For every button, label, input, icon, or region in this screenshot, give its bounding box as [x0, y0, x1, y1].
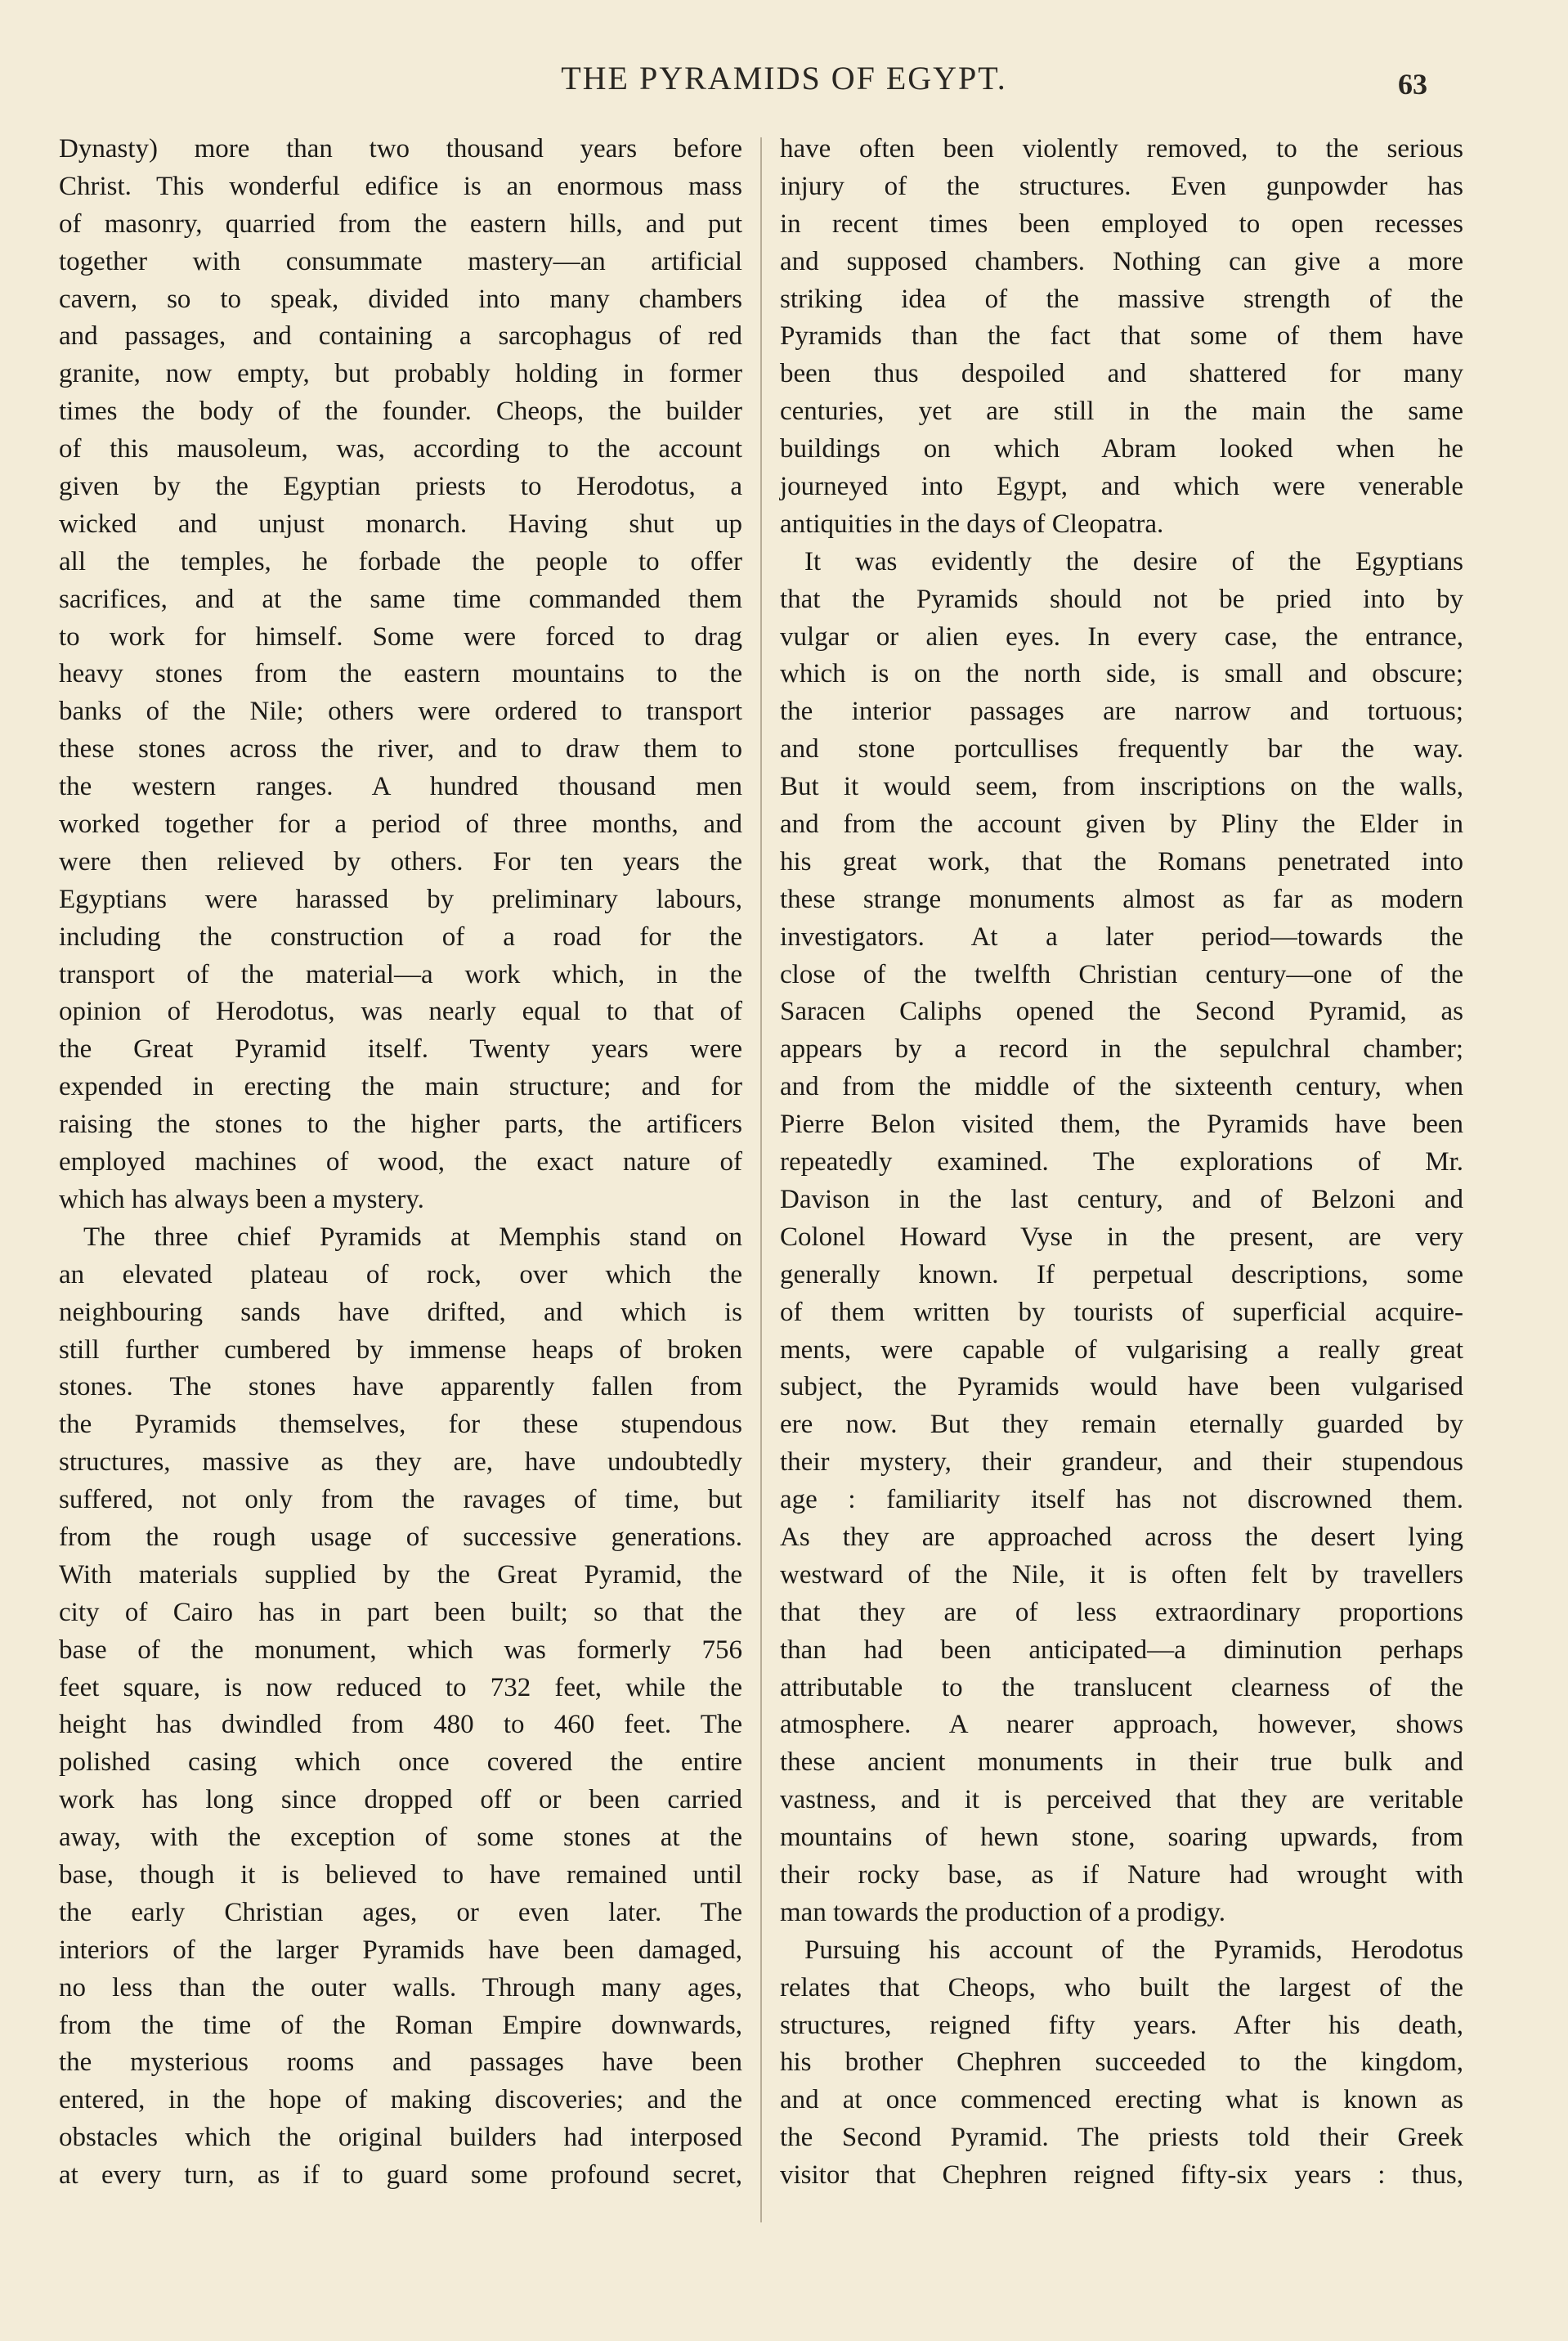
text-line: suffered, not only from the ravages of time, but — [59, 1485, 742, 1515]
text-line: his brother Chephren succeeded to the kingdom, — [780, 2047, 1463, 2078]
text-line: and from the account given by Pliny the Elder in — [780, 809, 1463, 840]
text-line: the Pyramids themselves, for these stupendous — [59, 1410, 742, 1440]
text-line: westward of the Nile, it is often felt by travellers — [780, 1559, 1463, 1590]
text-line: wicked and unjust monarch. Having shut up — [59, 509, 742, 539]
text-line: given by the Egyptian priests to Herodotus, a — [59, 472, 742, 502]
text-line: have often been violently removed, to the serious — [780, 134, 1463, 164]
text-line: an elevated plateau of rock, over which the — [59, 1259, 742, 1289]
text-line: including the construction of a road for the — [59, 922, 742, 952]
text-line: feet square, is now reduced to 732 feet, while the — [59, 1672, 742, 1702]
text-line: from the rough usage of successive generations. — [59, 1522, 742, 1552]
text-line: which has always been a mystery. — [59, 1184, 424, 1214]
text-line: base of the monument, which was formerly 756 — [59, 1635, 742, 1665]
text-line: these strange monuments almost as far as modern — [780, 884, 1463, 914]
text-line: Saracen Caliphs opened the Second Pyramid, as — [780, 997, 1463, 1027]
text-line: than had been anticipated—a diminution perhaps — [780, 1635, 1463, 1665]
text-line: neighbouring sands have drifted, and which is — [59, 1297, 742, 1327]
text-line: appears by a record in the sepulchral chamber; — [780, 1034, 1463, 1065]
text-line: stones. The stones have apparently fallen from — [59, 1372, 742, 1402]
running-head-title: THE PYRAMIDS OF EGYPT. — [561, 60, 1007, 96]
text-line: ments, were capable of vulgarising a really great — [780, 1334, 1463, 1365]
text-line: Pierre Belon visited them, the Pyramids have been — [780, 1110, 1463, 1140]
text-line: But it would seem, from inscriptions on the walls, — [780, 772, 1463, 802]
text-line: repeatedly examined. The explorations of Mr. — [780, 1147, 1463, 1177]
text-line: injury of the structures. Even gunpowder has — [780, 171, 1463, 201]
text-line: the Second Pyramid. The priests told their Greek — [780, 2123, 1463, 2153]
text-line: that they are of less extraordinary proportions — [780, 1597, 1463, 1627]
text-line: no less than the outer walls. Through many ages, — [59, 1972, 742, 2002]
text-line: their rocky base, as if Nature had wrought with — [780, 1859, 1463, 1890]
text-line: atmosphere. A nearer approach, however, shows — [780, 1710, 1463, 1740]
right-column — [780, 131, 1463, 2195]
text-line: which is on the north side, is small and obscure; — [780, 659, 1463, 689]
text-line: subject, the Pyramids would have been vulgarised — [780, 1372, 1463, 1402]
text-line: the western ranges. A hundred thousand men — [59, 772, 742, 802]
text-line: these stones across the river, and to draw them to — [59, 734, 742, 765]
text-line: With materials supplied by the Great Pyramid, the — [59, 1559, 742, 1590]
text-line: at every turn, as if to guard some profound secret, — [59, 2160, 742, 2191]
text-line: were then relieved by others. For ten years the — [59, 846, 742, 877]
text-line: visitor that Chephren reigned fifty-six years : thus, — [780, 2160, 1463, 2191]
text-line: his great work, that the Romans penetrated into — [780, 846, 1463, 877]
text-line: investigators. At a later period—towards the — [780, 922, 1463, 952]
text-line: height has dwindled from 480 to 460 feet. The — [59, 1710, 742, 1740]
text-line: Pyramids than the fact that some of them have — [780, 321, 1463, 352]
text-line: transport of the material—a work which, in the — [59, 959, 742, 989]
text-line: It was evidently the desire of the Egyptians — [804, 546, 1463, 576]
text-line: striking idea of the massive strength of the — [780, 284, 1463, 314]
text-line: ere now. But they remain eternally guarded by — [780, 1410, 1463, 1440]
text-line: Christ. This wonderful edifice is an enormous mass — [59, 171, 742, 201]
text-line: work has long since dropped off or been carried — [59, 1785, 742, 1815]
text-line: these ancient monuments in their true bulk and — [780, 1747, 1463, 1778]
text-line: Davison in the last century, and of Belzoni and — [780, 1184, 1463, 1214]
text-line: centuries, yet are still in the main the same — [780, 397, 1463, 427]
text-line: expended in erecting the main structure; and for — [59, 1072, 742, 1102]
text-line: structures, reigned fifty years. After his death, — [780, 2010, 1463, 2040]
text-line: to work for himself. Some were forced to drag — [59, 621, 742, 652]
text-line: age : familiarity itself has not discrowned them. — [780, 1485, 1463, 1515]
text-line: heavy stones from the eastern mountains to the — [59, 659, 742, 689]
text-line: Dynasty) more than two thousand years before — [59, 134, 742, 164]
text-line: of masonry, quarried from the eastern hills, and put — [59, 209, 742, 239]
text-line: in recent times been employed to open recesses — [780, 209, 1463, 239]
text-line: the early Christian ages, or even later. The — [59, 1897, 742, 1927]
text-line: together with consummate mastery—an artificial — [59, 246, 742, 276]
text-line: close of the twelfth Christian century—one of the — [780, 959, 1463, 989]
text-line: buildings on which Abram looked when he — [780, 434, 1463, 464]
text-line: all the temples, he forbade the people to offer — [59, 546, 742, 576]
text-line: city of Cairo has in part been built; so that the — [59, 1597, 742, 1627]
text-line: and at once commenced erecting what is known as — [780, 2085, 1463, 2115]
text-line: employed machines of wood, the exact nature of — [59, 1147, 742, 1177]
text-line: obstacles which the original builders had interposed — [59, 2123, 742, 2153]
text-line: worked together for a period of three months, and — [59, 809, 742, 840]
text-line: times the body of the founder. Cheops, the builder — [59, 397, 742, 427]
text-line: and stone portcullises frequently bar the way. — [780, 734, 1463, 765]
text-line: journeyed into Egypt, and which were venerable — [780, 472, 1463, 502]
left-column — [59, 131, 742, 2195]
text-line: As they are approached across the desert lying — [780, 1522, 1463, 1552]
text-line: man towards the production of a prodigy. — [780, 1897, 1225, 1927]
text-line: granite, now empty, but probably holding in former — [59, 359, 742, 389]
text-line: that the Pyramids should not be pried into by — [780, 584, 1463, 614]
text-line: Pursuing his account of the Pyramids, Herodotus — [804, 1935, 1463, 1965]
text-line: the mysterious rooms and passages have been — [59, 2047, 742, 2078]
text-line: and passages, and containing a sarcophagus of red — [59, 321, 742, 352]
text-line: the Great Pyramid itself. Twenty years were — [59, 1034, 742, 1065]
text-line: away, with the exception of some stones at the — [59, 1823, 742, 1853]
text-line: vulgar or alien eyes. In every case, the entrance, — [780, 621, 1463, 652]
text-line: opinion of Herodotus, was nearly equal to that of — [59, 997, 742, 1027]
text-line: attributable to the translucent clearness of the — [780, 1672, 1463, 1702]
text-line: The three chief Pyramids at Memphis stand on — [83, 1222, 742, 1252]
text-line: base, though it is believed to have remained until — [59, 1859, 742, 1890]
column-rule — [760, 137, 762, 2222]
text-line: entered, in the hope of making discoveries; and the — [59, 2085, 742, 2115]
text-line: and from the middle of the sixteenth century, when — [780, 1072, 1463, 1102]
text-line: vastness, and it is perceived that they are veritable — [780, 1785, 1463, 1815]
text-line: interiors of the larger Pyramids have been damaged, — [59, 1935, 742, 1965]
text-line: relates that Cheops, who built the largest of the — [780, 1972, 1463, 2002]
text-line: structures, massive as they are, have undoubtedly — [59, 1447, 742, 1478]
text-line: of them written by tourists of superficial acquire- — [780, 1297, 1463, 1327]
text-line: and supposed chambers. Nothing can give a more — [780, 246, 1463, 276]
text-line: been thus despoiled and shattered for many — [780, 359, 1463, 389]
page-number: 63 — [1398, 68, 1427, 101]
text-line: of this mausoleum, was, according to the account — [59, 434, 742, 464]
text-line: still further cumbered by immense heaps of broken — [59, 1334, 742, 1365]
text-line: sacrifices, and at the same time commanded them — [59, 584, 742, 614]
text-line: their mystery, their grandeur, and their stupendous — [780, 1447, 1463, 1478]
text-line: polished casing which once covered the entire — [59, 1747, 742, 1778]
text-line: generally known. If perpetual descriptions, some — [780, 1259, 1463, 1289]
text-line: mountains of hewn stone, soaring upwards, from — [780, 1823, 1463, 1853]
text-line: Colonel Howard Vyse in the present, are very — [780, 1222, 1463, 1252]
text-line: Egyptians were harassed by preliminary labours, — [59, 884, 742, 914]
text-line: from the time of the Roman Empire downwards, — [59, 2010, 742, 2040]
text-line: antiquities in the days of Cleopatra. — [780, 509, 1164, 539]
text-line: banks of the Nile; others were ordered to transport — [59, 697, 742, 727]
text-line: raising the stones to the higher parts, the artificers — [59, 1110, 742, 1140]
text-line: the interior passages are narrow and tortuous; — [780, 697, 1463, 727]
text-line: cavern, so to speak, divided into many chambers — [59, 284, 742, 314]
